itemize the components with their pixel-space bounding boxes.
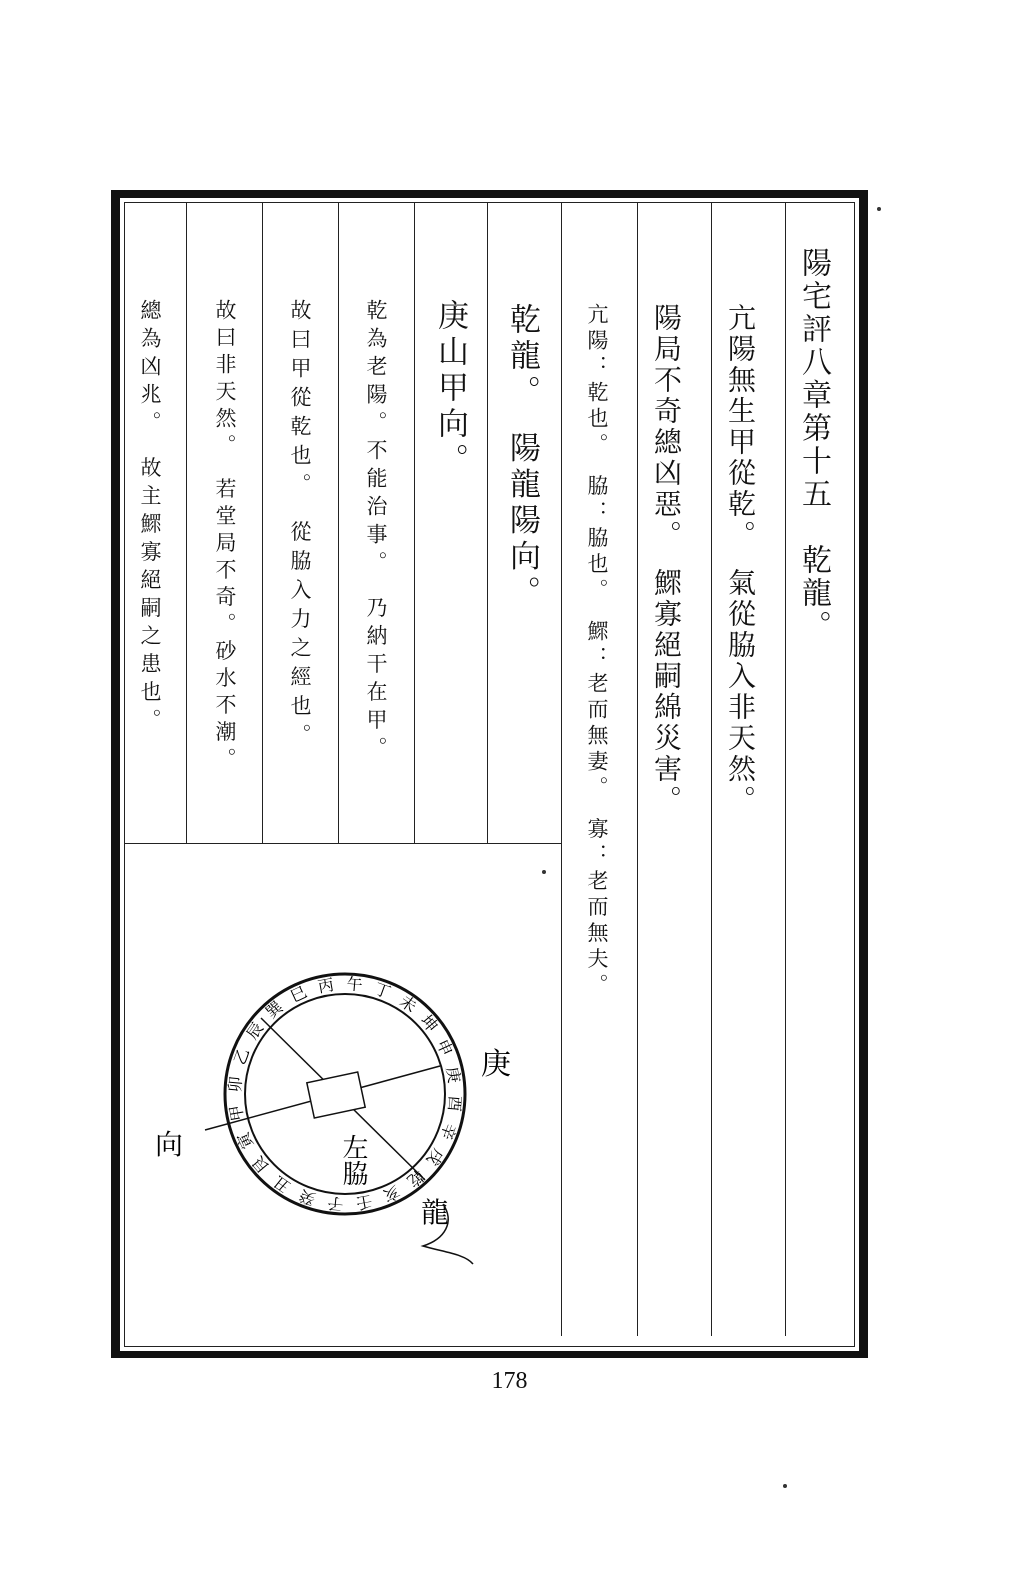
verse-line: 亢陽無生甲從乾。 氣從脇入非天然。 xyxy=(724,303,757,816)
compass-character: 辛 xyxy=(436,1120,461,1143)
commentary-line: 乾為老陽。不能治事。 乃納干在甲。 xyxy=(364,299,388,765)
compass-character: 丁 xyxy=(371,978,394,1003)
compass-character: 寅 xyxy=(233,1129,258,1152)
compass-character: 癸 xyxy=(296,1185,319,1210)
mountain-label: 庚 xyxy=(481,1047,511,1082)
page-frame xyxy=(111,190,868,1358)
compass-character: 甲 xyxy=(225,1103,248,1123)
column-rule xyxy=(637,203,638,1336)
scan-speck xyxy=(783,1484,787,1488)
column-rule xyxy=(414,203,415,843)
house-rect xyxy=(307,1072,365,1118)
page-number: 178 xyxy=(491,1368,528,1394)
mountain-line: 庚山甲向。 xyxy=(432,299,468,479)
scan-speck xyxy=(877,207,881,211)
column-rule xyxy=(487,203,488,843)
compass-character: 戌 xyxy=(422,1145,448,1170)
compass-character: 乙 xyxy=(229,1045,254,1068)
dragon-line: 乾龍。 陽龍陽向。 xyxy=(504,303,540,612)
column-rule xyxy=(262,203,263,843)
compass-character: 巳 xyxy=(287,982,310,1007)
chapter-heading: 陽宅評八章第十五 乾龍。 xyxy=(796,247,831,643)
commentary-line: 故曰甲從乾也。 從脇入力之經也。 xyxy=(288,299,312,753)
column-rule xyxy=(711,203,712,1336)
text-grid xyxy=(124,202,855,1347)
compass-character: 午 xyxy=(345,974,364,995)
compass-character: 壬 xyxy=(354,1191,374,1214)
column-rule xyxy=(561,203,562,1336)
compass-diagram xyxy=(125,844,561,1334)
compass-character: 酉 xyxy=(444,1094,465,1113)
compass-character: 丑 xyxy=(269,1171,294,1197)
compass-character: 辰 xyxy=(242,1018,268,1043)
compass-character: 申 xyxy=(432,1036,457,1059)
dragon-label: 龍 xyxy=(421,1196,450,1229)
column-rule xyxy=(785,203,786,1336)
compass-character: 庚 xyxy=(442,1065,465,1085)
column-rule xyxy=(338,203,339,843)
compass-character: 乾 xyxy=(403,1165,428,1191)
compass-character: 坤 xyxy=(416,1011,442,1036)
gloss-line: 亢陽：乾也。 脇：脇也。 鰥：老而無妻。 寡：老而無夫。 xyxy=(585,303,609,1000)
commentary-line: 故曰非天然。 若堂局不奇。砂水不潮。 xyxy=(213,299,237,775)
verse-line: 陽局不奇總凶惡。 鰥寡絕嗣綿災害。 xyxy=(650,303,683,816)
compass-character: 卯 xyxy=(225,1075,246,1094)
compass-character: 艮 xyxy=(248,1152,274,1177)
compass-character: 巽 xyxy=(262,997,287,1023)
compass-character: 子 xyxy=(326,1193,345,1214)
compass-character: 亥 xyxy=(380,1181,403,1206)
facing-label: 向 xyxy=(155,1128,184,1161)
commentary-line: 總為凶兆。 故主鰥寡絕嗣之患也。 xyxy=(138,299,162,737)
compass-character: 丙 xyxy=(316,974,336,997)
column-rule xyxy=(186,203,187,843)
compass-character: 未 xyxy=(396,991,421,1017)
center-label: 左脇 xyxy=(338,1134,368,1186)
scan-speck xyxy=(542,870,546,874)
